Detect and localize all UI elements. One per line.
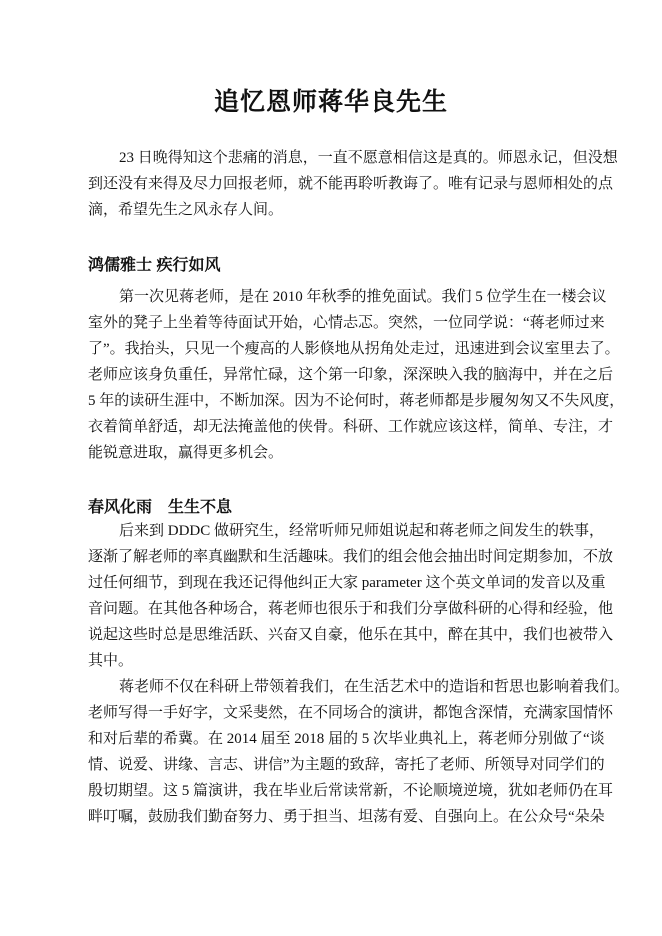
text-line: 和对后辈的希冀。在 2014 届至 2018 届的 5 次毕业典礼上，蒋老师分别做了“谈 (88, 731, 605, 747)
text-line: 畔叮嘱，鼓励我们勤奋努力、勇于担当、坦荡有爱、自强向上。在公众号“朵朵 (88, 809, 605, 825)
section-2-body (88, 518, 630, 830)
text-line: 23 日晚得知这个悲痛的消息，一直不愿意相信这是真的。师恩永记，但没想 (119, 150, 618, 166)
text-line: 到还没有来得及尽力回报老师，就不能再聆听教诲了。唯有记录与恩师相处的点 (88, 176, 614, 192)
section-heading: 春风化雨 生生不息 (88, 499, 233, 516)
text-line: 第一次见蒋老师，是在 2010 年秋季的推免面试。我们 5 位学生在一楼会议 (119, 289, 607, 305)
text-line: 滴，希望先生之风永存人间。 (88, 202, 284, 218)
text-line: 过任何细节，到现在我还记得他纠正大家 parameter 这个英文单词的发音以及重 (88, 575, 606, 591)
text-line: 音问题。在其他各种场合，蒋老师也很乐于和我们分享做科研的心得和经验，他 (88, 601, 614, 617)
text-line: 说起这些时总是思维活跃、兴奋又自豪，他乐在其中，醉在其中，我们也被带入 (88, 627, 614, 643)
text-line: 老师应该身负重任，异常忙碌，这个第一印象，深深映入我的脑海中，并在之后 (88, 367, 614, 383)
text-line: 后来到 DDDC 做研究生，经常听师兄师姐说起和蒋老师之间发生的轶事， (119, 523, 605, 539)
text-line: 老师写得一手好字，文采斐然，在不同场合的演讲，都饱含深情，充满家国情怀 (88, 705, 614, 721)
text-line: 情、说爱、讲缘、言志、讲信”为主题的致辞，寄托了老师、所领导对同学们的 (88, 757, 605, 773)
text-line: 衣着简单舒适，却无法掩盖他的侠骨。科研、工作就应该这样，简单、专注，才 (88, 419, 614, 435)
intro-paragraph (88, 145, 618, 223)
text-line: 室外的凳子上坐着等待面试开始，心情忐忑。突然，一位同学说：“蒋老师过来 (88, 315, 605, 331)
text-line: 了”。我抬头，只见一个瘦高的人影倏地从拐角处走过，迅速进到会议室里去了。 (88, 341, 620, 357)
text-line: 逐渐了解老师的率真幽默和生活趣味。我们的组会他会抽出时间定期参加，不放 (88, 549, 614, 565)
section-1-body (88, 284, 625, 466)
text-line: 能锐意进取，赢得更多机会。 (88, 445, 284, 461)
text-line: 其中。 (88, 653, 134, 669)
text-line: 蒋老师不仅在科研上带领着我们，在生活艺术中的造诣和哲思也影响着我们。 (119, 679, 630, 695)
section-heading: 鸿儒雅士 疾行如风 (88, 257, 221, 274)
document-title: 追忆恩师蒋华良先生 (213, 88, 448, 116)
text-line: 殷切期望。这 5 篇演讲，我在毕业后常读常新，不论顺境逆境，犹如老师仍在耳 (88, 783, 614, 799)
text-line: 5 年的读研生涯中，不断加深。因为不论何时，蒋老师都是步履匆匆又不失风度， (88, 393, 625, 409)
